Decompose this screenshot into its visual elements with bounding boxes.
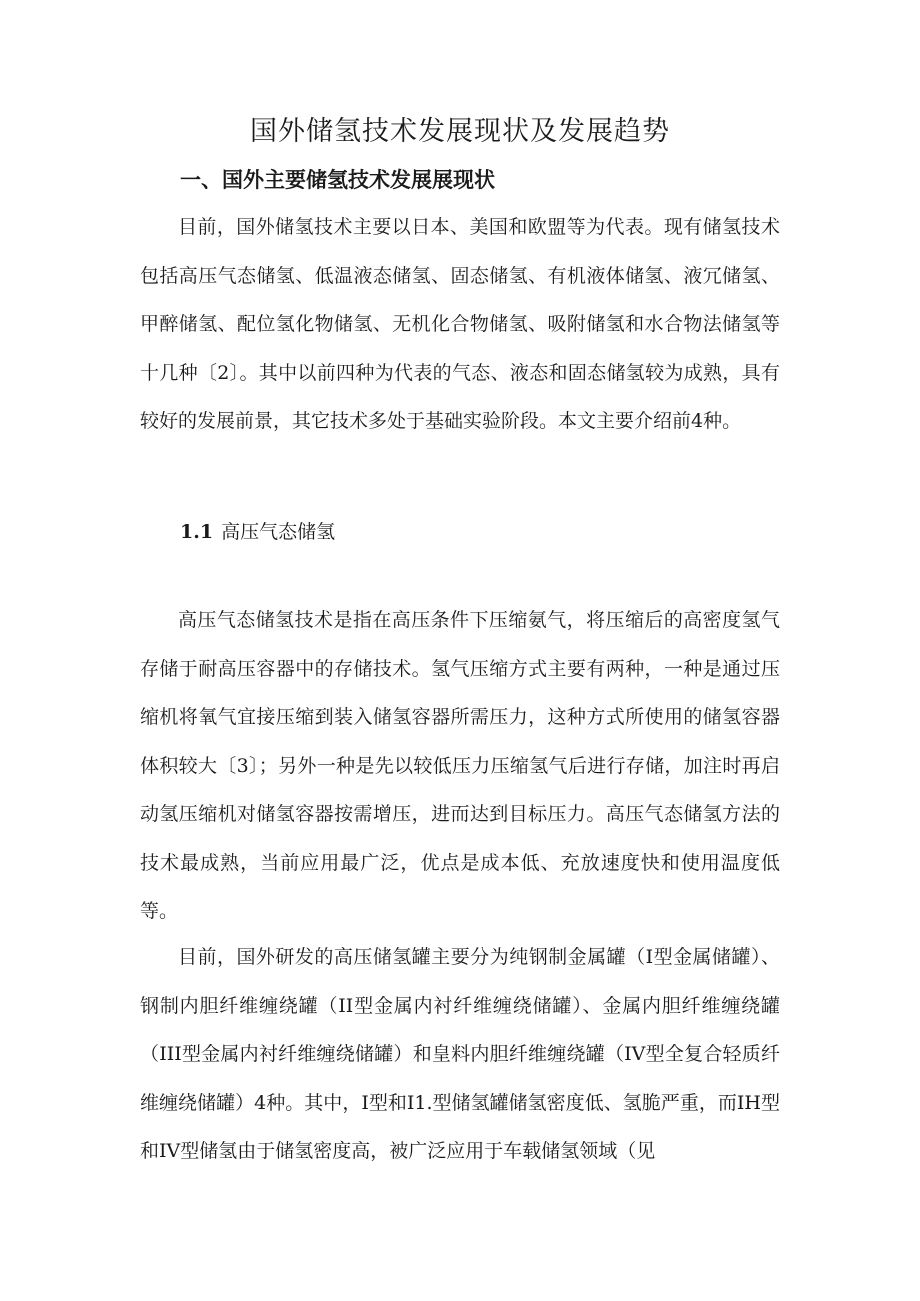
section-1-1-paragraph-2: 目前，国外研发的高压储氢罐主要分为纯钢制金属罐（I型金属储罐）、钢制内胆纤维缠绕罐（II型金属内衬纤维缠绕储罐）、金属内胆纤维缠绕罐（III型金属内衬纤维缠绕储罐）和皇料内胆纤维缠绕罐（IV型全复合轻质纤维缠绕储罐）4种。其中，I型和I1.型储氢罐储氢密度低、氢脆严重，而IH型和IV型储氢由于储氢密度高，被广泛应用于车载储氢领域（见: [140, 946, 780, 1162]
section-heading-1-1: [180, 512, 335, 552]
document-title: 国外储氢技术发展现状及发展趋势: [250, 116, 670, 147]
section-1-paragraph: 目前，国外储氢技术主要以日本、美国和欧盟等为代表。现有储氢技术包括高压气态储氢、低温液态储氢、固态储氢、有机液体储氢、液冗储氢、甲醉储氢、配位氢化物储氢、无机化合物储氢、吸附储氢和水合物法储氢等十几种〔2〕。其中以前四种为代表的气态、液态和固态储氢较为成熟，具有较好的发展前景，其它技术多处于基础实验阶段。本文主要介绍前4种。: [140, 216, 780, 432]
section-heading-1: 一、国外主要储氢技术发展展现状: [180, 168, 495, 192]
section-1-1-paragraph-1: 高压气态储氢技术是指在高压条件下压缩氨气，将压缩后的高密度氢气存储于耐高压容器中的存储技术。氢气压缩方式主要有两种，一种是通过压缩机将氧气宜接压缩到装入储氢容器所需压力，这种方式所使用的储氢容器体积较大〔3〕；另外一种是先以较低压力压缩氢气后进行存储，加注时再启动氢压缩机对储氢容器按需增压，进而达到目标压力。高压气态储氢方法的技术最成熟，当前应用最广泛，优点是成本低、充放速度快和使用温度低等。: [140, 609, 780, 922]
section-number: 1.1: [180, 521, 214, 543]
section-heading-text: 高压气态储氢: [221, 521, 336, 543]
